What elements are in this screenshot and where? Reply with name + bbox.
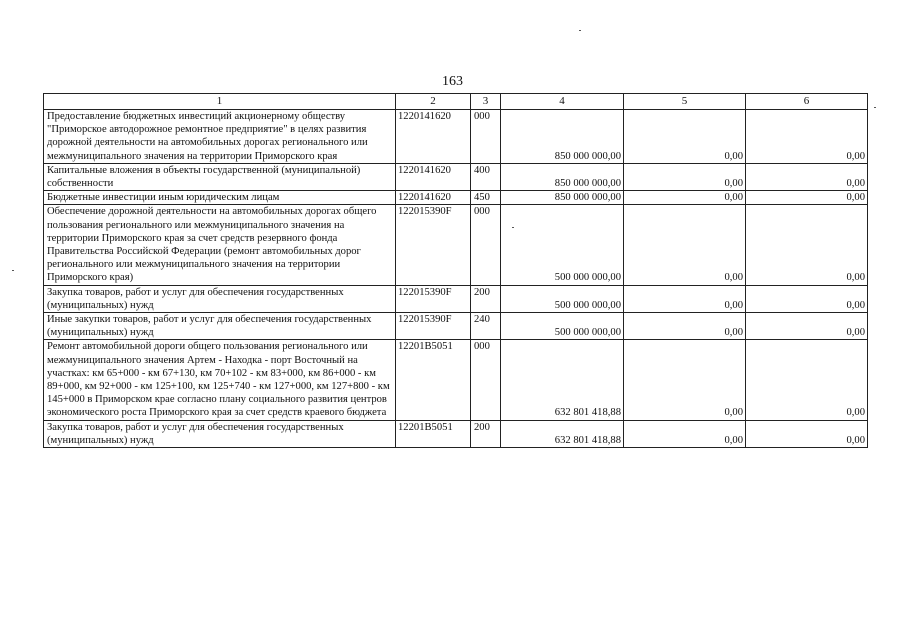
table-header-row	[44, 94, 868, 110]
row-expense-kind-cell: 000	[471, 340, 501, 420]
row-amount-cell: 850 000 000,00	[501, 110, 624, 164]
row-amount-cell: 500 000 000,00	[501, 205, 624, 285]
table-body	[44, 94, 868, 448]
page-number: 163	[442, 74, 463, 89]
table-row-5	[44, 285, 868, 312]
header-col-4: 4	[501, 94, 624, 110]
row-expense-kind-cell: 240	[471, 313, 501, 340]
row-col5-cell: 0,00	[624, 285, 746, 312]
table-row-8	[44, 420, 868, 447]
row-col6-cell: 0,00	[746, 191, 868, 205]
row-expense-kind-cell: 450	[471, 191, 501, 205]
row-target-code-cell: 12201В5051	[396, 420, 471, 447]
table-row-1	[44, 110, 868, 164]
row-amount-cell: 850 000 000,00	[501, 163, 624, 190]
header-col-2: 2	[396, 94, 471, 110]
row-expense-kind-cell: 400	[471, 163, 501, 190]
row-col6-cell: 0,00	[746, 340, 868, 420]
header-col-1: 1	[44, 94, 396, 110]
scan-speck	[874, 107, 876, 108]
table-row-4	[44, 205, 868, 285]
row-target-code-cell: 122015390F	[396, 205, 471, 285]
row-expense-kind-cell: 200	[471, 420, 501, 447]
row-name-cell: Иные закупки товаров, работ и услуг для обеспечения государственных (муниципальных) нужд	[44, 313, 396, 340]
row-name-cell: Закупка товаров, работ и услуг для обеспечения государственных (муниципальных) нужд	[44, 285, 396, 312]
row-col6-cell: 0,00	[746, 110, 868, 164]
row-target-code-cell: 1220141620	[396, 110, 471, 164]
scan-speck	[12, 270, 14, 271]
row-target-code-cell: 122015390F	[396, 313, 471, 340]
row-col5-cell: 0,00	[624, 110, 746, 164]
row-target-code-cell: 1220141620	[396, 163, 471, 190]
row-col5-cell: 0,00	[624, 420, 746, 447]
scan-speck	[579, 30, 581, 31]
row-amount-cell: 500 000 000,00	[501, 313, 624, 340]
row-expense-kind-cell: 200	[471, 285, 501, 312]
row-col5-cell: 0,00	[624, 205, 746, 285]
budget-table	[43, 93, 868, 448]
row-name-cell: Закупка товаров, работ и услуг для обеспечения государственных (муниципальных) нужд	[44, 420, 396, 447]
table-row-2	[44, 163, 868, 190]
row-target-code-cell: 122015390F	[396, 285, 471, 312]
row-col6-cell: 0,00	[746, 163, 868, 190]
header-col-3: 3	[471, 94, 501, 110]
table-row-6	[44, 313, 868, 340]
scan-speck	[512, 227, 514, 228]
row-name-cell: Бюджетные инвестиции иным юридическим лицам	[44, 191, 396, 205]
row-amount-cell: 632 801 418,88	[501, 420, 624, 447]
row-col6-cell: 0,00	[746, 313, 868, 340]
row-col5-cell: 0,00	[624, 163, 746, 190]
row-name-cell: Предоставление бюджетных инвестиций акционерному обществу "Приморское автодорожное ремонтное предприятие" в целях развития дорожной деятельности на автомобильных дорогах регионального или межмуниципального значения на территории Приморского края	[44, 110, 396, 164]
row-col5-cell: 0,00	[624, 191, 746, 205]
row-target-code-cell: 12201В5051	[396, 340, 471, 420]
row-col6-cell: 0,00	[746, 205, 868, 285]
row-col6-cell: 0,00	[746, 285, 868, 312]
header-col-6: 6	[746, 94, 868, 110]
row-col5-cell: 0,00	[624, 340, 746, 420]
header-col-5: 5	[624, 94, 746, 110]
row-target-code-cell: 1220141620	[396, 191, 471, 205]
table-row-7	[44, 340, 868, 420]
row-name-cell: Ремонт автомобильной дороги общего пользования регионального или межмуниципального значения Артем - Находка - порт Восточный на участках: км 65+000 - км 67+130, км 70+102 - км 83+000, км 86+000 - км 89+000, км 92+000 - км 125+100, км 125+740 - км 127+000, км 127+800 - км 145+000 в Приморском крае согласно плану социального развития центров экономического роста Приморского края за счет средств краевого бюджета	[44, 340, 396, 420]
row-expense-kind-cell: 000	[471, 110, 501, 164]
row-amount-cell: 632 801 418,88	[501, 340, 624, 420]
row-amount-cell: 850 000 000,00	[501, 191, 624, 205]
row-col5-cell: 0,00	[624, 313, 746, 340]
row-amount-cell: 500 000 000,00	[501, 285, 624, 312]
row-name-cell: Обеспечение дорожной деятельности на автомобильных дорогах общего пользования регионального или межмуниципального значения на территории Приморского края за счет средств резервного фонда Правительства Российской Федерации (ремонт автомобильных дорог регионального или межмуниципального значения на территории Приморского края)	[44, 205, 396, 285]
row-name-cell: Капитальные вложения в объекты государственной (муниципальной) собственности	[44, 163, 396, 190]
table-row-3	[44, 191, 868, 205]
row-expense-kind-cell: 000	[471, 205, 501, 285]
row-col6-cell: 0,00	[746, 420, 868, 447]
